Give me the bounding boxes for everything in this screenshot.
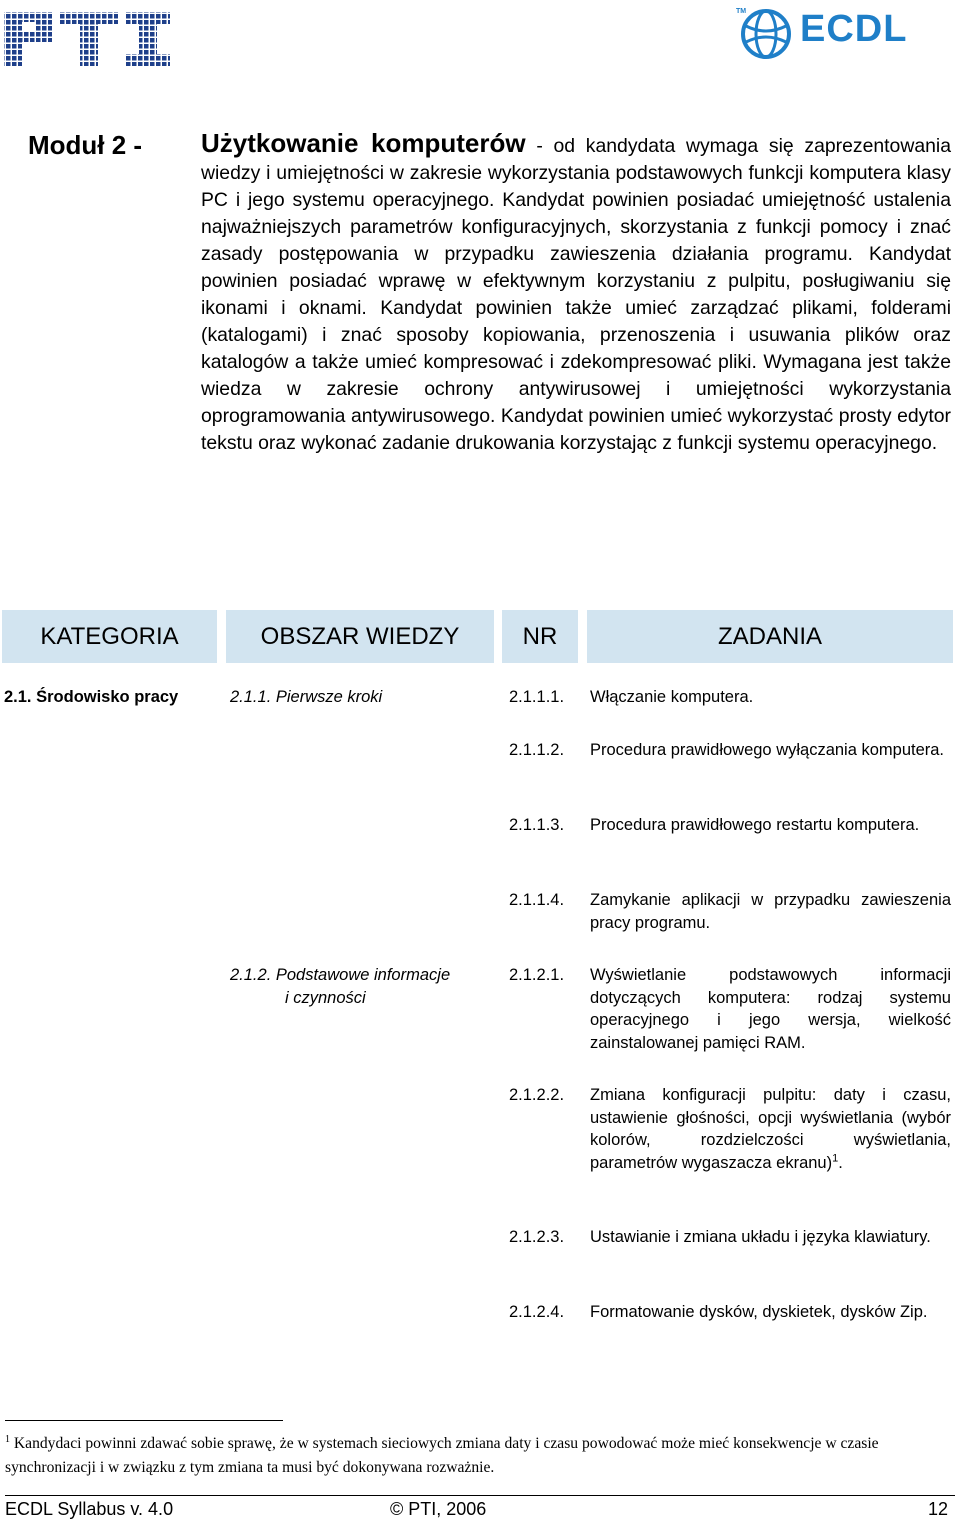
ecdl-globe-icon [738,8,794,60]
task-number: 2.1.1.1. [509,688,565,706]
page-number: 12 [928,1499,949,1519]
header-kategoria: KATEGORIA [2,610,217,663]
task-number: 2.1.2.3. [509,1228,565,1246]
footnote-ref: 1 [832,1152,839,1164]
module-description: - od kandydata wymaga się zaprezentowania wiedzy i umiejętności w zakresie wykorzystania podstawowych funkcji komputera klasy PC i jego systemu operacyjnego. Kandydat powinien posiadać umiejętność ustalenia najważniejszych parametrów konfiguracyjnych, skorzystania z funkcji pomocy i znać zasady postępowania w przypadku zawieszenia działania programu. Kandydat powinien posiadać wprawę w efektywnym korzystaniu z pulpitu, posługiwaniu się ikonami i oknami. Kandydat powinien także umieć zarządzać plikami, folderami (katalogami) i znać sposoby kopiowania, przenoszenia i usuwania plików oraz katalogów a także umieć kompresować i zdekompresować pliki. Wymagana jest także wiedza w zakresie ochrony antywirusowej i umiejętności wykorzystania oprogramowania antywirusowego. Kandydat powinien umieć wykorzystać prosty edytor tekstu oraz wykonać zadanie drukowania korzystając z funkcji systemu operacyjnego. [201,135,951,454]
header-obszar-wiedzy: OBSZAR WIEDZY [226,610,494,663]
task-number: 2.1.2.4. [509,1303,565,1321]
ecdl-wordmark: ECDL [800,8,908,50]
task-text: Ustawianie i zmiana układu i języka klawiatury. [590,1228,931,1246]
footer-copyright: © PTI, 2006 [390,1499,487,1519]
area-line: i czynności [285,988,366,1007]
area-label [230,686,500,709]
task-number: 2.1.1.4. [509,891,565,909]
area-line: 2.1.2. Podstawowe informacje [230,966,451,984]
ecdl-logo [730,4,930,60]
task-text: Procedura prawidłowego restartu komputera. [590,816,920,834]
footnote [5,1432,935,1480]
header-nr: NR [502,610,578,663]
task-text [590,1084,951,1174]
task-text: Zamykanie aplikacji w przypadku zawieszenia pracy programu. [590,891,951,932]
footer-divider [5,1495,955,1496]
task-number: 2.1.2.2. [509,1086,565,1104]
module-label: Moduł 2 - [28,130,143,160]
footnote-mark: 1 [5,1433,10,1445]
module-title: Użytkowanie komputerów [201,128,526,158]
header-zadania: ZADANIA [587,610,953,663]
footnote-divider [5,1420,283,1421]
footnote-text: Kandydaci powinni zdawać sobie sprawę, że w systemach sieciowych zmiana daty i czasu powodować może mieć konsekwencje w czasie synchronizacji i w związku z tym zmiana ta musi być dokonywana rozważnie. [5,1435,879,1476]
task-text-body: Zmiana konfiguracji pulpitu: daty i czasu, ustawienie głośności, opcji wyświetlania (wybór kolorów, rozdzielczości wyświetlania, parametrów wygaszacza ekranu) [590,1086,951,1172]
trademark-mark: TM [736,8,747,15]
module-intro [201,130,951,457]
task-text-tail: . [838,1153,843,1172]
task-number: 2.1.2.1. [509,966,565,984]
area-line: 2.1.1. Pierwsze kroki [230,688,383,706]
task-text: Włączanie komputera. [590,688,754,706]
task-text: Formatowanie dysków, dyskietek, dysków Zip. [590,1303,928,1321]
category-label: 2.1. Środowisko pracy [4,688,179,706]
task-text: Procedura prawidłowego wyłączania komputera. [590,741,945,759]
area-label [230,964,500,1009]
footer-syllabus: ECDL Syllabus v. 4.0 [5,1499,174,1519]
task-number: 2.1.1.3. [509,816,565,834]
pti-logo [0,8,175,70]
task-number: 2.1.1.2. [509,741,565,759]
task-text: Wyświetlanie podstawowych informacji dotyczących komputera: rodzaj systemu operacyjnego i jego wersja, wielkość zainstalowanej pamięci RAM. [590,966,951,1052]
